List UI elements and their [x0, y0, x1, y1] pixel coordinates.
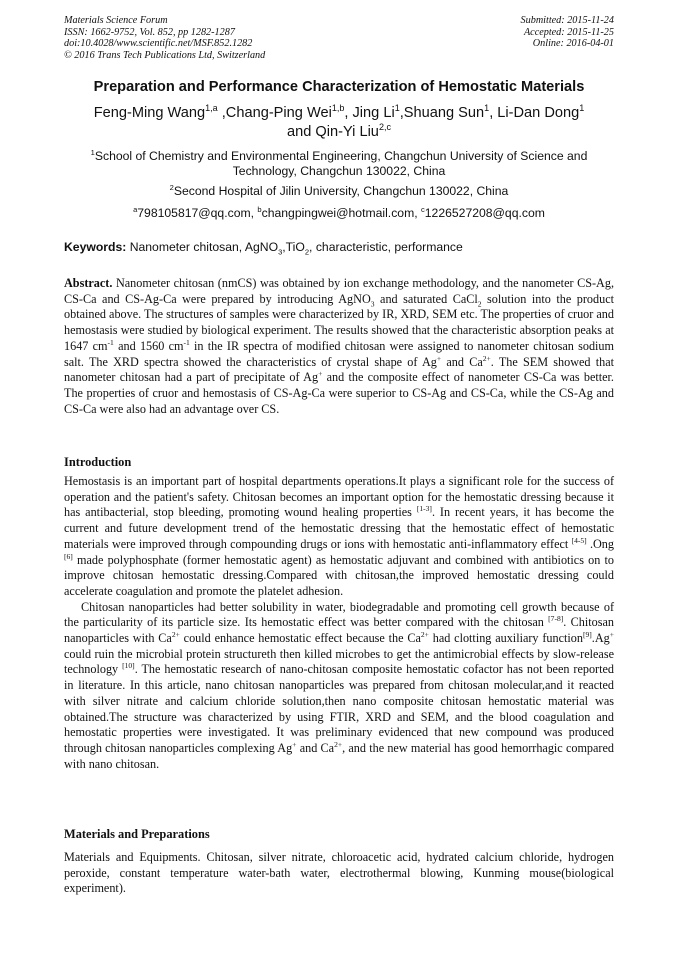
body-text: . Chitosan nanoparticles with Ca	[64, 615, 614, 646]
superscript: +	[292, 739, 297, 749]
introduction-body	[64, 474, 614, 772]
subscript: 3	[370, 299, 375, 309]
author-name: ,Chang-Ping Wei	[217, 105, 332, 121]
subscript: 3	[278, 247, 283, 257]
citation-ref: [7-8]	[548, 614, 564, 624]
author-name: Feng-Ming Wang	[93, 105, 206, 121]
email-address: 1226527208@qq.com	[424, 206, 545, 220]
abstract-text: and saturated CaCl	[374, 291, 478, 306]
doi-line: doi:10.4028/www.scientific.net/MSF.852.1282	[64, 38, 253, 50]
section-heading-materials: Materials and Preparations	[64, 827, 210, 841]
materials-paragraph: Materials and Equipments. Chitosan, silver nitrate, chloroacetic acid, hydrated calcium chloride, hydrogen peroxide, constant temperature water-bath water, electrothermal blowing, Kunming mouse(biological experiment).	[64, 850, 614, 896]
body-text: .Ong	[586, 536, 614, 551]
body-text: . The hemostatic research of nano-chitosan composite hemostatic cofactor has not been reported in literature. In this article, nano chitosan nanoparticles was prepared from chitosan molecular,and it reacted with silver nitrate and calcium chloride solution,then nano composite chitosan hemostatic material was obtained.The structure was characterized by using FTIR, XRD and SEM, and the blood coagulation and hemostatic properties were investigated. It was preliminary evidenced that new compound was produced through chitosan nanoparticles complexing Ag	[64, 662, 614, 755]
body-text: made polyphosphate (former hemostatic agent) as hemostatic adjuvant and combined with antibiotics on to improve chitosan hemostatic dressing.Compared with chitosan,the improved hemostatic dressing could accelerate coagulation and promote the platelet adhesion.	[64, 552, 614, 598]
body-text: , and the new material has good hemorrhagic compared with nano chitosan.	[64, 740, 614, 771]
body-text: and Ca	[296, 740, 335, 755]
body-text: could enhance hemostatic effect because the Ca	[179, 631, 421, 646]
intro-paragraph-1	[64, 474, 614, 600]
author-name: and Qin-Yi Liu	[286, 124, 379, 140]
copyright-line: © 2016 Trans Tech Publications Ltd, Switzerland	[64, 49, 266, 61]
citation-ref: [4-5]	[571, 535, 587, 545]
journal-header-right	[521, 15, 614, 50]
abstract-text: and the composite effect of nanometer CS-Ca was better. The properties of cruor and hemostasis of CS-Ag-Ca were superior to CS-Ag and CS-Ca, while the CS-Ag and CS-Ca were also had an advantage over CS.	[64, 370, 614, 416]
affiliation-2	[50, 184, 628, 199]
body-text: had clotting auxiliary function	[428, 631, 583, 646]
author-name: ,Shuang Sun	[399, 105, 485, 121]
author-affil-mark: 1,a	[205, 103, 218, 114]
author-affil-mark: 1	[579, 103, 585, 114]
journal-header-left	[64, 15, 265, 61]
body-text: . In recent years, it has become the current and future development trend of the hemostatic dressing that the hemostatic effect of hemostatic materials were improved through compounding drugs or ions with hemostatic anti-inflammatory effect	[64, 505, 615, 551]
abstract-text: . The SEM showed that nanometer chitosan had a part of precipitate of Ag	[64, 354, 614, 385]
body-text: Hemostasis is an important part of hospital departments operations.It plays a significant role for the success of operation and the patient's safety. Chitosan becomes an important option for the hemostatic dressing because it has antibacterial, stop bleeding, promoting wound healing properties	[64, 474, 614, 520]
paper-title: Preparation and Performance Characterization of Hemostatic Materials	[93, 79, 585, 95]
superscript: +	[318, 369, 323, 379]
email-mark: a	[133, 204, 138, 214]
abstract-text: solution into the product obtained above. The structures of samples were characterized by IR, XRD, SEM etc. The properties of cruor and hemostasis were studied by biological experiment. The results showed that the characteristic absorption peaks at 1647 cm	[64, 291, 614, 353]
author-affil-mark: 1	[394, 103, 400, 114]
citation-ref: [6]	[64, 551, 73, 561]
abstract-text: in the IR spectra of modified chitosan were assigned to nanometer chitosan sodium salt. The XRD spectra showed the characteristics of crystal shape of Ag	[64, 338, 615, 369]
online-date: Online: 2016-04-01	[532, 38, 614, 50]
affiliation-1	[80, 149, 598, 179]
superscript: +	[609, 629, 614, 639]
keywords-line	[64, 240, 463, 257]
citation-ref: [9]	[582, 629, 592, 639]
author-emails	[50, 206, 628, 221]
author-name: , Jing Li	[344, 105, 395, 121]
citation-ref: [1-3]	[416, 504, 432, 514]
superscript: -1	[183, 337, 190, 347]
superscript: 2+	[420, 629, 429, 639]
superscript: 2+	[171, 629, 180, 639]
body-text: Chitosan nanoparticles had better solubility in water, biodegradable and promoting cell growth because of the particularity of its particle size. Its hemostatic effect was better compared with the chitosan	[64, 599, 614, 630]
subscript: 2	[304, 247, 310, 257]
email-mark: c	[421, 204, 425, 214]
section-heading-introduction: Introduction	[64, 455, 132, 469]
body-text: could ruin the microbial protein structureth then killed microbes to get the antimicrobial effects by slow-release technology	[64, 646, 614, 677]
accepted-date: Accepted: 2015-11-25	[523, 26, 614, 38]
citation-ref: [10]	[122, 661, 135, 671]
superscript: 2+	[334, 739, 343, 749]
affil-mark: 2	[169, 182, 174, 192]
superscript: +	[436, 353, 442, 363]
author-list	[50, 104, 628, 142]
affil-mark: 1	[90, 147, 95, 157]
author-affil-mark: 2,c	[378, 122, 392, 133]
abstract-paragraph	[64, 276, 614, 417]
superscript: 2+	[482, 353, 491, 363]
abstract-label: Abstract.	[64, 276, 113, 290]
author-affil-mark: 1	[484, 103, 490, 114]
journal-name: Materials Science Forum	[64, 15, 168, 26]
abstract-text: and 1560 cm	[113, 338, 184, 353]
abstract-text: and Ca	[441, 354, 483, 369]
author-affil-mark: 1,b	[331, 103, 345, 114]
keywords-text: , characteristic, performance	[309, 240, 463, 254]
keywords-text: Nanometer chitosan, AgNO	[126, 240, 279, 254]
affiliation-text: School of Chemistry and Environmental Engineering, Changchun University of Science and Technology, Changchun 130022, China	[94, 149, 588, 178]
email-mark: b	[257, 204, 262, 214]
abstract-text: Nanometer chitosan (nmCS) was obtained by ion exchange methodology, and the nanometer CS-Ag, CS-Ca and CS-Ag-Ca were prepared by introducing AgNO	[64, 276, 614, 306]
subscript: 2	[477, 299, 482, 309]
email-address: 798105817@qq.com,	[137, 206, 258, 220]
body-text: .Ag	[591, 631, 610, 646]
affiliation-text: Second Hospital of Jilin University, Changchun 130022, China	[173, 184, 509, 198]
keywords-text: ,TiO	[282, 240, 305, 254]
keywords-label: Keywords:	[64, 240, 127, 254]
author-name: , Li-Dan Dong	[489, 105, 580, 121]
intro-paragraph-2	[64, 600, 614, 773]
superscript: -1	[107, 337, 114, 347]
issn-line: ISSN: 1662-9752, Vol. 852, pp 1282-1287	[64, 26, 235, 38]
submitted-date: Submitted: 2015-11-24	[520, 15, 614, 26]
email-address: changpingwei@hotmail.com,	[261, 206, 421, 220]
